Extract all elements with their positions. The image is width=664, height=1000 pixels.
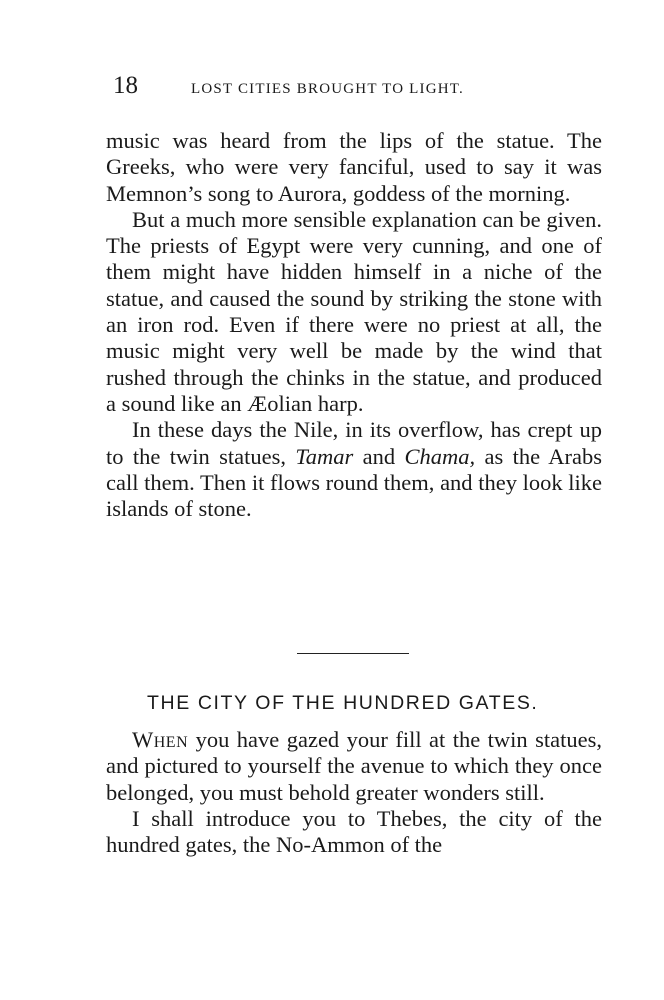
paragraph-explanation: But a much more sensible explanation can be given. The priests of Egypt were very cunning, and one of them might have hidden himself in a niche of the statue, and caused the sound by striking the stone with an iron rod. Even if there were no priest at all, the music might very well be made by the wind that rushed through the chinks in the statue, and produced a sound like an Æolian harp. <box>106 206 602 416</box>
nile-text-b: as the Arabs call them. Then it flows round them, and they look like islands of stone. <box>106 443 602 522</box>
paragraph-nile <box>106 417 602 522</box>
lead-word: When <box>132 727 189 752</box>
section-heading: THE CITY OF THE HUNDRED GATES. <box>147 692 539 714</box>
nile-text-a: In these days the Nile, in its overflow, has crept up to the twin statues, <box>106 417 602 469</box>
nile-text-and: and <box>353 443 405 469</box>
paragraph-twin-statues <box>106 727 602 806</box>
paragraph-thebes: I shall introduce you to Thebes, the city of the hundred gates, the No-Ammon of the <box>106 805 602 858</box>
running-head-title: LOST CITIES BROUGHT TO LIGHT. <box>191 81 464 97</box>
statue-name-chama: Chama, <box>404 443 476 469</box>
statue-name-tamar: Tamar <box>295 443 354 469</box>
paragraph-continued: music was heard from the lips of the statue. The Greeks, who were very fanciful, used to say it was Memnon’s song to Aurora, goddess of the morning. <box>106 128 602 206</box>
section-divider <box>297 653 409 654</box>
body-text-bottom <box>106 727 602 858</box>
running-head <box>113 72 613 108</box>
body-text-top <box>106 128 602 522</box>
paragraph-twin-statues-text: you have gazed your fill at the twin statues, and pictured to yourself the avenue to which they once belonged, you must behold greater wonders still. <box>106 727 602 805</box>
page-number: 18 <box>113 72 138 99</box>
